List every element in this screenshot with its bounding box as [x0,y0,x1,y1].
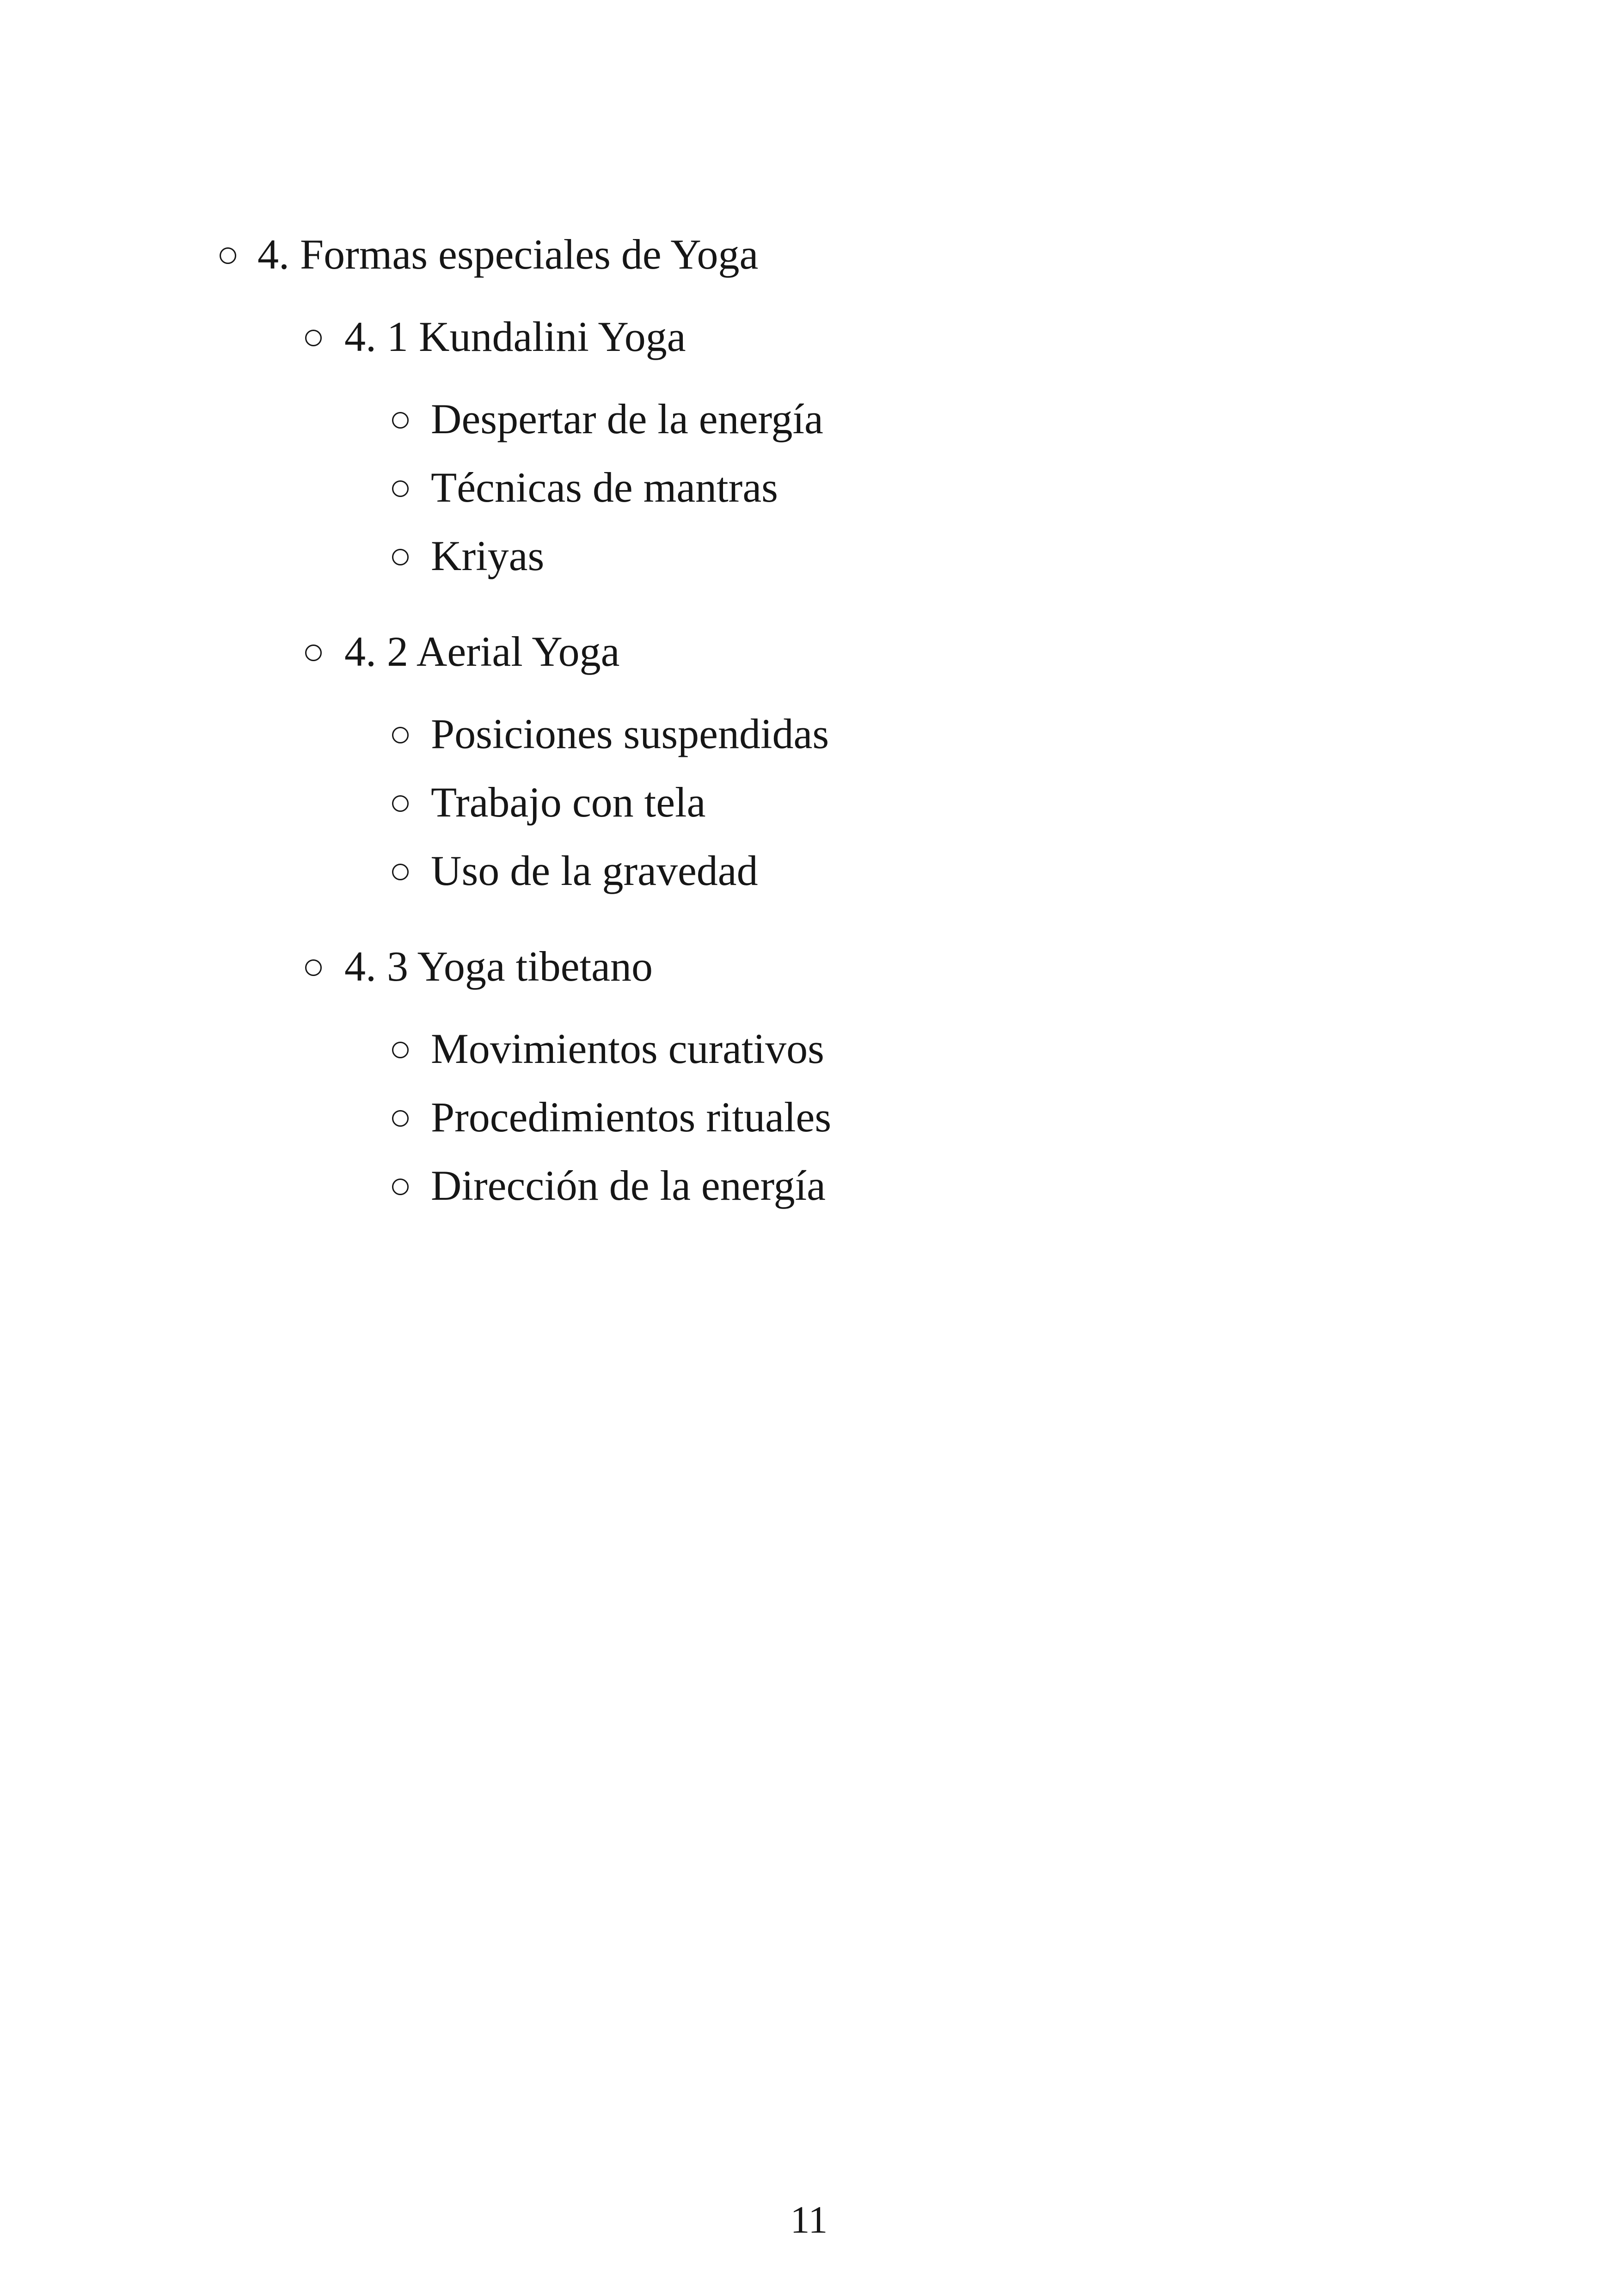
subsection-title: 4. 1 Kundalini Yoga [344,313,686,360]
circle-bullet-icon [392,1110,409,1127]
circle-bullet-icon [305,959,322,976]
circle-bullet-icon [220,247,236,264]
subsection-title: 4. 3 Yoga tibetano [344,943,653,990]
topic-list [0,700,1618,905]
topic-item [0,700,1618,768]
circle-bullet-icon [392,727,409,743]
circle-bullet-icon [392,412,409,429]
section-heading [0,220,1618,289]
subsection-item [0,932,1618,1001]
circle-bullet-icon [392,480,409,497]
topic-text: Posiciones suspendidas [431,710,829,757]
circle-bullet-icon [305,330,322,346]
outline-list [0,220,1618,1247]
topic-text: Movimientos curativos [431,1025,824,1072]
topic-item [0,1151,1618,1220]
topic-item [0,1014,1618,1083]
topic-item [0,1083,1618,1151]
section-heading-text: 4. Formas especiales de Yoga [257,231,759,278]
topic-item [0,836,1618,905]
subsection-item [0,302,1618,371]
topic-text: Uso de la gravedad [431,847,758,894]
topic-item [0,768,1618,836]
subsection-title: 4. 2 Aerial Yoga [344,628,620,675]
circle-bullet-icon [392,864,409,880]
topic-text: Dirección de la energía [431,1162,826,1209]
topic-item [0,522,1618,590]
topic-item [0,385,1618,453]
topic-item [0,453,1618,522]
circle-bullet-icon [392,795,409,812]
subsection-item [0,617,1618,686]
circle-bullet-icon [305,645,322,661]
topic-list [0,1014,1618,1220]
topic-text: Procedimientos rituales [431,1093,832,1141]
circle-bullet-icon [392,549,409,565]
subsection-list [0,302,1618,1220]
page-number: 11 [790,2198,828,2241]
topic-text: Kriyas [431,532,545,579]
topic-text: Trabajo con tela [431,779,706,826]
topic-text: Técnicas de mantras [431,464,778,511]
circle-bullet-icon [392,1179,409,1195]
topic-text: Despertar de la energía [431,395,823,442]
topic-list [0,385,1618,590]
circle-bullet-icon [392,1042,409,1058]
